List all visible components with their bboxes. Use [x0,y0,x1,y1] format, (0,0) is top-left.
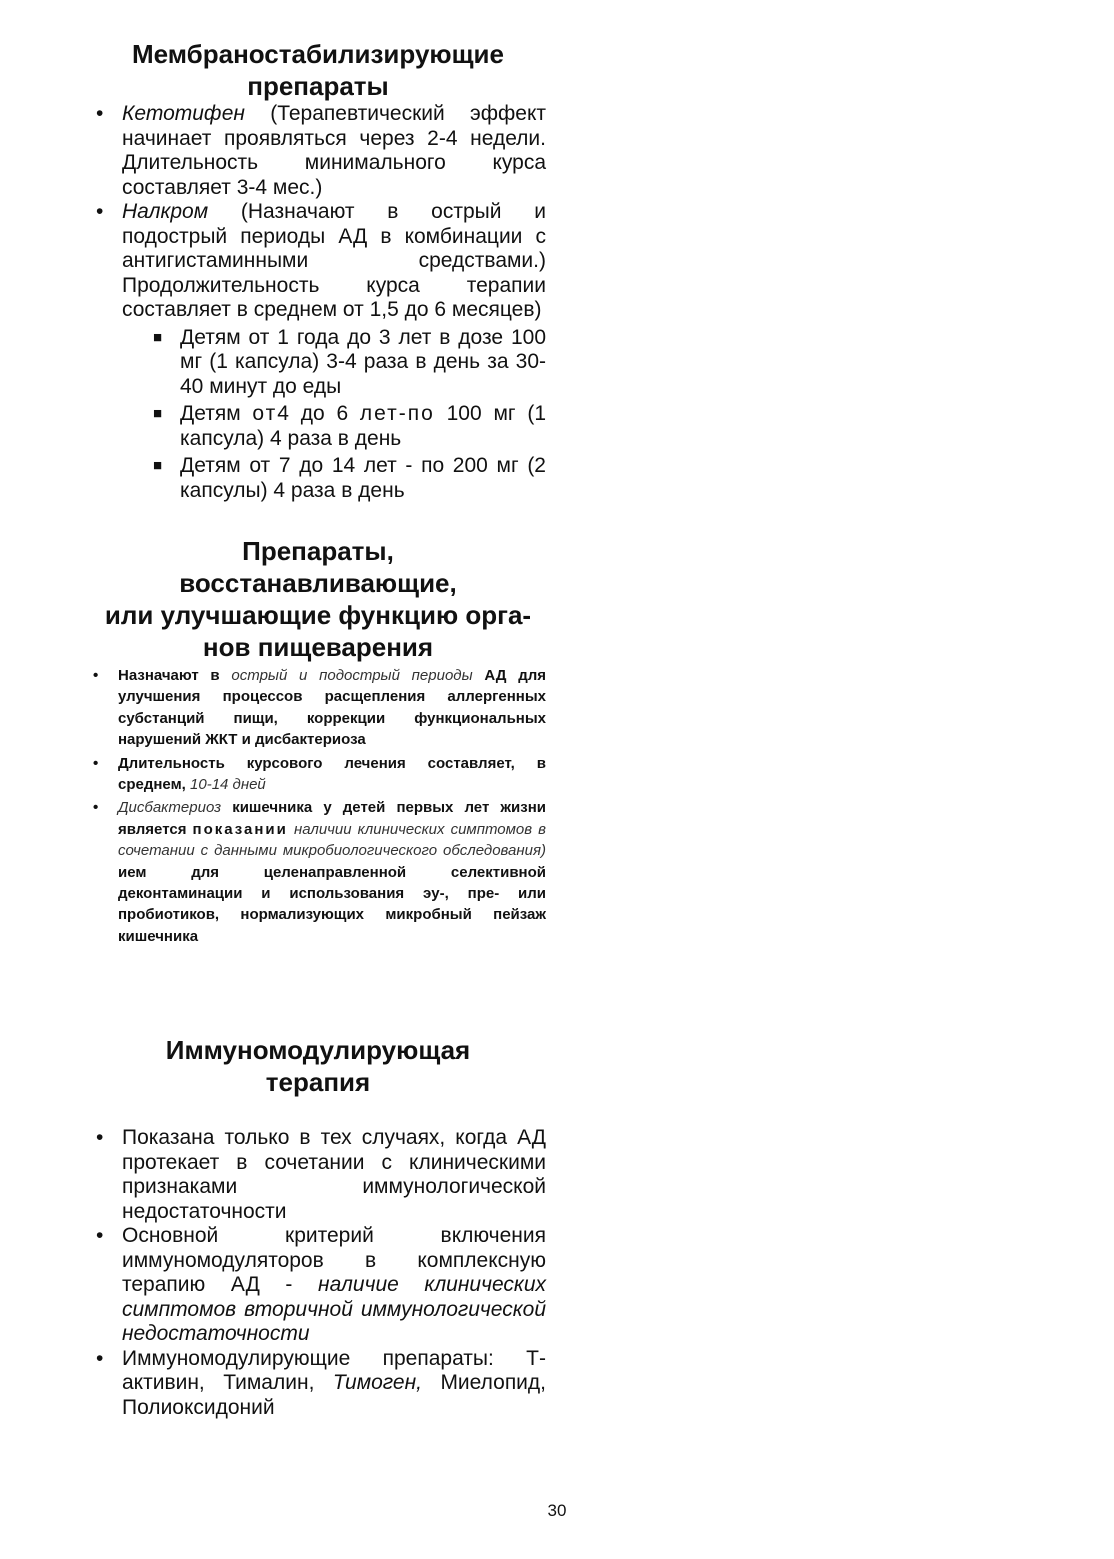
bullet-list [90,102,546,503]
title-line: Препараты, [242,536,394,566]
item-text: кишечника у детей первых лет жизни является [118,799,546,838]
item-text: 100 мг (1 капсула) 4 раза в день [180,402,546,450]
sub-list-item: ■ Детям от 7 до 14 лет - по 200 мг (2 капсулы) 4 раза в день [122,454,546,503]
item-text: ием для целенаправленной селективной деконтаминации и использования эу-, пре- или пробиотиков, нормализующих микробный пейзаж кишечника [118,863,546,945]
item-text: (Назначают в острый и подострый периоды АД в комбинации с антигистаминными средствами.) Продолжительность курса терапии составляет в среднем от 1,5 до 6 месяцев) [122,200,546,321]
item-text: лет-по [359,402,435,425]
sub-list [122,326,546,504]
list-item [90,753,546,796]
item-text: наличии клинических симптомов в сочетании с данными микробиологического обследования) [118,820,546,860]
sub-list-item: ■ Детям от 1 года до 3 лет в дозе 100 мг (1 капсула) 3-4 раза в день за 30-40 минут до еды [122,326,546,400]
item-text: острый и подострый периоды [231,667,473,684]
title-line: Мембраностабилизирующие [132,39,504,69]
page-number: 30 [547,1501,567,1520]
item-text: Длительность курсового лечения составляет, в среднем, [118,754,546,794]
title-line: терапия [265,1067,371,1097]
section-title [90,535,546,663]
list-item [90,665,546,751]
drug-name: Кетотифен [122,102,245,125]
item-text: Детям [180,402,253,425]
title-line: Иммуномодулирующая [165,1035,471,1065]
section-immunomodulating [90,1034,546,1420]
item-text: Миелопид, Полиоксидоний [122,1371,547,1419]
bullet-list [90,1126,546,1420]
section-digestive-preparations [90,535,546,949]
item-text: Основной критерий включения иммуномодуляторов в комплексную терапию АД - [122,1224,546,1296]
sub-list-item [122,402,546,451]
list-item [90,200,546,503]
item-text: Назначают в [118,667,232,684]
item-text: показании [192,820,288,838]
item-text: АД для улучшения процессов расщепления аллергенных субстанций пищи, коррекции функциональных нарушений ЖКТ и дисбактериоза [118,667,547,749]
list-item [90,1224,546,1347]
list-item: • Показана только в тех случаях, когда АД протекает в сочетании с клиническими признаками иммунологической недостаточности [90,1126,546,1224]
list-item [90,102,546,200]
item-text: Дисбактериоз [118,799,222,817]
item-text: 10-14 дней [190,776,266,794]
drug-name: Налкром [122,200,209,223]
item-text: наличие клинических симптомов вторичной иммунологической недостаточности [122,1273,546,1345]
item-text: от [252,402,278,425]
section-membrane-stabilizing [90,38,546,506]
section-title [90,1034,546,1098]
bullet-list [90,665,546,947]
title-line: препараты [247,71,389,101]
title-line: или улучшающие функцию орга- [104,600,532,630]
item-text: (Терапевтический эффект начинает проявляться через 2-4 недели. Длительность минимального курса составляет 3-4 мес.) [122,102,546,199]
title-line: восстанавливающие, [179,568,457,598]
title-line: нов пищеварения [202,632,434,662]
item-text: 4 до 6 [277,402,360,425]
item-text: Иммуномодулирующие препараты: Т-активин, Тималин, [122,1346,546,1394]
section-title [90,38,546,102]
list-item [90,1347,546,1421]
drug-name: Тимоген, [332,1371,422,1394]
list-item [90,797,546,947]
